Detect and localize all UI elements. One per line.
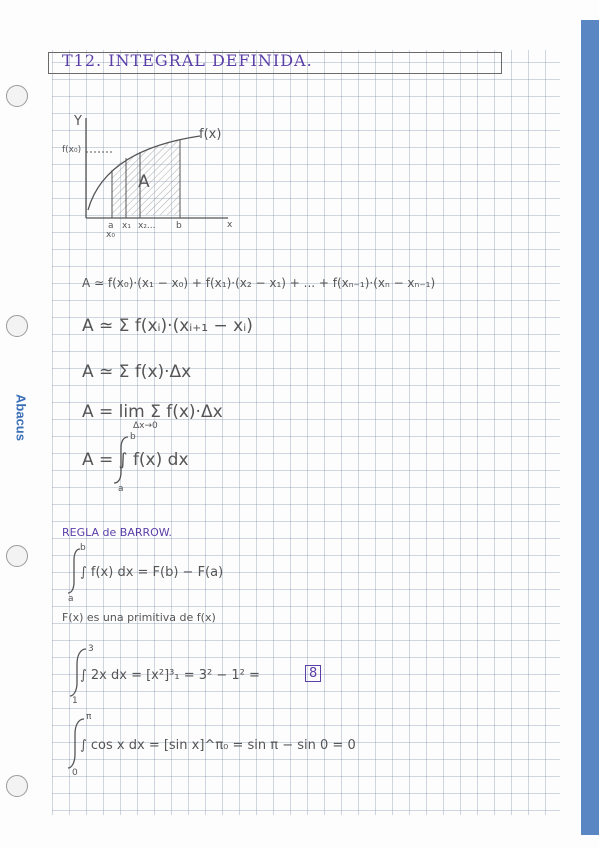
- graph-area-label: A: [138, 172, 150, 192]
- integral-upper-limit: b: [130, 432, 136, 442]
- example-2: ∫ cos x dx = [sin x]^π₀ = sin π − sin 0 = 0: [80, 738, 356, 753]
- barrow-lower-limit: a: [68, 594, 74, 604]
- formula-limit-subscript: Δx→0: [133, 421, 158, 431]
- graph-curve-label: f(x): [199, 127, 222, 142]
- formula-riemann-expanded: A ≃ f(x₀)·(x₁ − x₀) + f(x₁)·(x₂ − x₁) + ... + f(xₙ₋₁)·(xₙ − xₙ₋₁): [82, 276, 436, 290]
- page-title: T12. INTEGRAL DEFINIDA.: [62, 51, 313, 70]
- graph-tick-x1: x₁: [122, 221, 131, 231]
- example-2-lower-limit: 0: [72, 768, 78, 778]
- example-1-lower-limit: 1: [72, 696, 78, 706]
- graph-y-axis-label: Y: [74, 114, 82, 129]
- notebook-brand-logo: Abacus: [13, 394, 29, 441]
- graph-x-axis-label: x: [227, 220, 233, 230]
- barrow-rule: ∫ f(x) dx = F(b) − F(a): [80, 565, 224, 580]
- barrow-upper-limit: b: [80, 543, 86, 553]
- graph-tick-x2: x₂...: [138, 221, 156, 231]
- example-2-upper-limit: π: [86, 712, 92, 722]
- formula-sum-delta: A ≃ Σ f(x)·Δx: [82, 362, 192, 382]
- integral-sign: [68, 549, 80, 593]
- example-1-result: 8: [305, 665, 321, 682]
- example-1: ∫ 2x dx = [x²]³₁ = 3² − 1² =: [80, 668, 260, 683]
- graph-tick-b: b: [176, 221, 182, 231]
- formula-definite-integral: A = ∫ f(x) dx: [82, 450, 189, 470]
- barrow-heading: REGLA de BARROW.: [62, 526, 172, 539]
- graph-f-value-label: f(x₀): [62, 145, 82, 155]
- formula-limit: A = lim Σ f(x)·Δx: [82, 402, 223, 422]
- graph-tick-a: a: [108, 221, 114, 231]
- formula-riemann-sigma: A ≃ Σ f(xᵢ)·(xᵢ₊₁ − xᵢ): [82, 316, 253, 336]
- integral-lower-limit: a: [118, 484, 124, 494]
- example-1-upper-limit: 3: [88, 644, 94, 654]
- graph-tick-x0: x₀: [106, 230, 115, 240]
- barrow-note: F(x) es una primitiva de f(x): [62, 611, 216, 624]
